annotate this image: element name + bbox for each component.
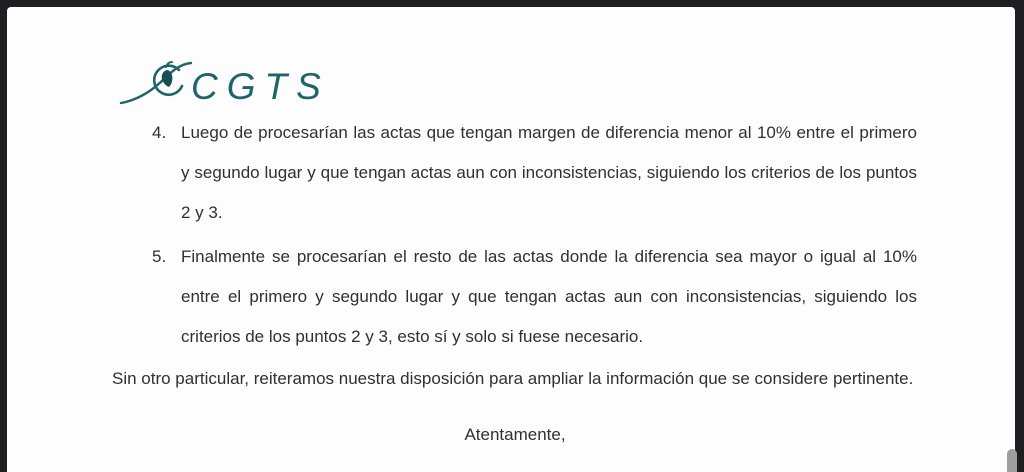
list-item-text: Luego de procesarían las actas que tengan margen de diferencia menor al 10% entre el primero y segundo lugar y que tengan actas aun con inconsistencias, siguiendo los criterios de los puntos 2 y 3.: [181, 123, 917, 222]
list-item-5: [152, 237, 917, 357]
document-page: [7, 7, 1015, 472]
scrollbar-thumb[interactable]: [1007, 449, 1017, 472]
list-item-4: [152, 113, 917, 233]
numbered-list: [152, 113, 917, 361]
logo: [119, 53, 330, 109]
list-item-text: Finalmente se procesarían el resto de las actas donde la diferencia sea mayor o igual al 10% entre el primero y segundo lugar y que tengan actas aun con inconsistencias, siguiendo los criterios de los puntos 2 y 3, esto sí y solo si fuese necesario.: [181, 247, 917, 346]
signoff-text: Atentamente,: [464, 425, 566, 444]
closing-paragraph: Sin otro particular, reiteramos nuestra disposición para ampliar la información que se considere pertinente.: [112, 369, 914, 388]
logo-wordmark: CGTS: [191, 66, 330, 107]
list-item-number: 4.: [152, 123, 167, 142]
list-item-number: 5.: [152, 247, 167, 266]
